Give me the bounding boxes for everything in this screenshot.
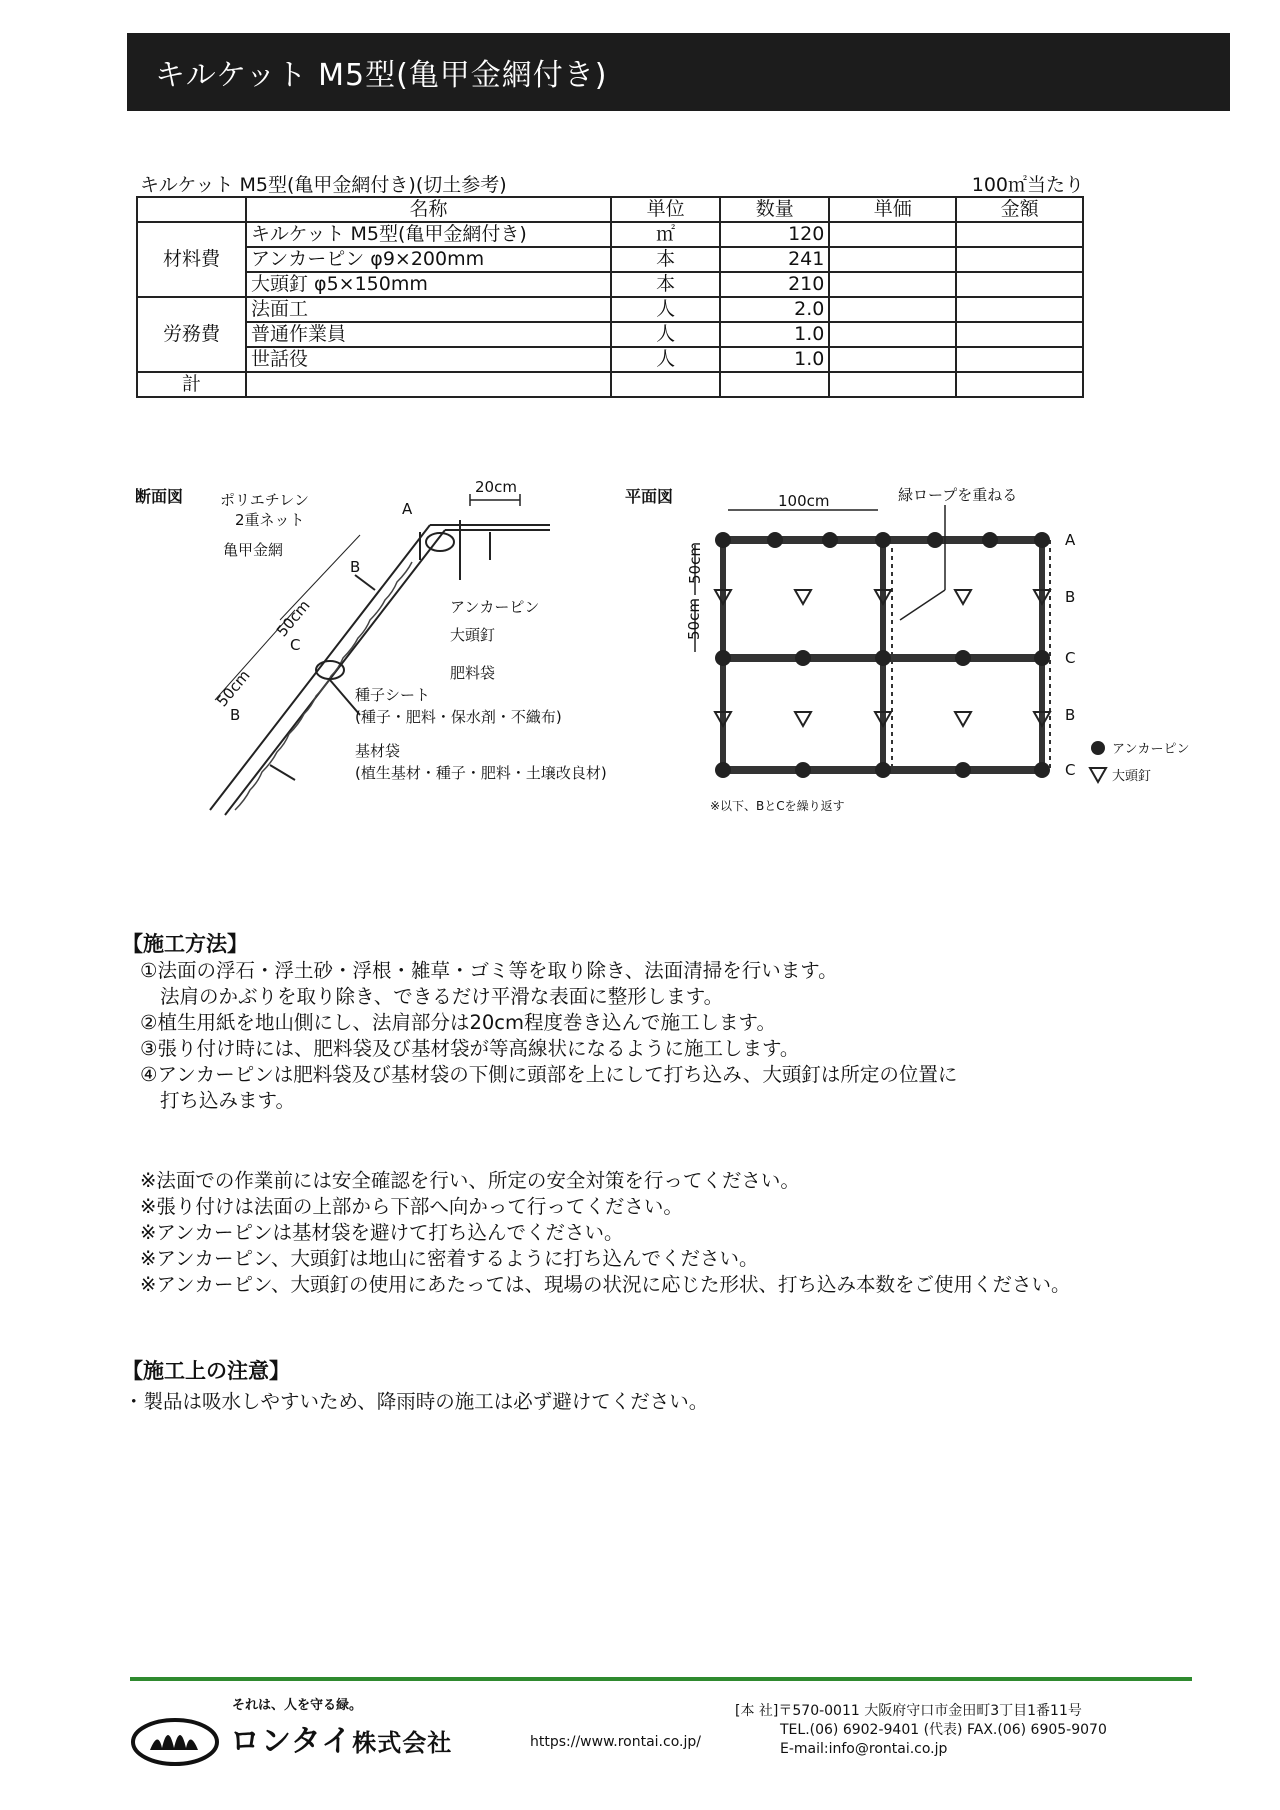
row-unit: 人	[611, 297, 720, 322]
label-fertilizer-bag: 肥料袋	[450, 664, 496, 682]
row-qty: 2.0	[720, 297, 829, 322]
method-line: 法肩のかぶりを取り除き、できるだけ平滑な表面に整形します。	[160, 985, 724, 1008]
notes-list	[140, 1168, 1071, 1298]
label-dim-100: 100cm	[778, 492, 830, 510]
label-plan-dim-50a: 50cm	[686, 542, 704, 584]
method-line: ③張り付け時には、肥料袋及び基材袋が等高線状になるように施工します。	[140, 1037, 800, 1060]
plan-diagram-title: 平面図	[625, 487, 674, 506]
row-unit: 本	[611, 247, 720, 272]
label-c: C	[290, 636, 301, 654]
header-name: 名称	[246, 197, 611, 222]
cost-table	[136, 196, 1084, 398]
row-qty: 1.0	[720, 322, 829, 347]
row-qty: 120	[720, 222, 829, 247]
label-seed-sheet: 種子シート	[355, 686, 431, 704]
legend-anchor-label: アンカーピン	[1112, 742, 1190, 757]
method-line: 打ち込みます。	[160, 1089, 295, 1112]
table-row	[137, 247, 1083, 272]
row-qty: 241	[720, 247, 829, 272]
header-amount: 金額	[956, 197, 1083, 222]
company-name-main: ロンタイ	[230, 1724, 353, 1759]
method-line: ②植生用紙を地山側にし、法肩部分は20cm程度巻き込んで施工します。	[140, 1011, 776, 1034]
total-name	[246, 372, 611, 397]
note-line: ※張り付けは法面の上部から下部へ向かって行ってください。	[140, 1195, 683, 1218]
table-header-row	[137, 197, 1083, 222]
table-row	[137, 322, 1083, 347]
note-line: ※アンカーピン、大頭釘の使用にあたっては、現場の状況に応じた形状、打ち込み本数をご使用ください。	[140, 1273, 1071, 1296]
footer	[130, 1690, 1192, 1800]
note-line: ※法面での作業前には安全確認を行い、所定の安全対策を行ってください。	[140, 1169, 800, 1192]
row-name: アンカーピン φ9×200mm	[246, 247, 611, 272]
company-name	[230, 1716, 452, 1760]
note-line: ※アンカーピンは基材袋を避けて打ち込んでください。	[140, 1221, 624, 1244]
table-unit-note: 100㎡当たり	[971, 174, 1084, 196]
row-unit: ㎡	[611, 222, 720, 247]
row-name: 普通作業員	[246, 322, 611, 347]
note-line: ※アンカーピン、大頭釘は地山に密着するように打ち込んでください。	[140, 1247, 759, 1270]
row-unit: 人	[611, 347, 720, 372]
table-row	[137, 347, 1083, 372]
legend-nail-label: 大頭釘	[1112, 769, 1152, 784]
label-b2: B	[230, 706, 241, 724]
label-row-c2: C	[1065, 761, 1076, 779]
method-line: ④アンカーピンは肥料袋及び基材袋の下側に頭部を上にして打ち込み、大頭釘は所定の位置に	[140, 1063, 958, 1086]
row-qty: 1.0	[720, 347, 829, 372]
label-double-net: 2重ネット	[235, 511, 305, 529]
header-qty: 数量	[720, 197, 829, 222]
label-anchor-pin: アンカーピン	[450, 598, 540, 616]
label-row-c1: C	[1065, 649, 1076, 667]
company-name-suffix: 株式会社	[352, 1729, 453, 1757]
row-amount	[956, 272, 1083, 297]
row-unit: 人	[611, 322, 720, 347]
header-unit-price: 単価	[829, 197, 956, 222]
label-dim-50a: 50cm	[272, 596, 314, 641]
table-total-row	[137, 372, 1083, 397]
table-caption: キルケット M5型(亀甲金網付き)(切土参考)	[140, 174, 507, 196]
total-amount	[956, 372, 1083, 397]
label-wire-mesh: 亀甲金網	[223, 541, 284, 559]
email-link[interactable]: E-mail:info@rontai.co.jp	[780, 1741, 948, 1757]
total-unit-price	[829, 372, 956, 397]
method-line: ①法面の浮石・浮土砂・浮根・雑草・ゴミ等を取り除き、法面清掃を行います。	[140, 959, 838, 982]
tel-fax-line: TEL.(06) 6902-9401 (代表) FAX.(06) 6905-9070	[780, 1722, 1107, 1738]
label-row-b1: B	[1065, 588, 1076, 606]
company-logo-icon	[130, 1710, 220, 1770]
label-dim-20: 20cm	[475, 478, 517, 496]
label-row-a: A	[1065, 531, 1076, 549]
method-steps	[140, 958, 957, 1114]
row-amount	[956, 222, 1083, 247]
caution-heading: 【施工上の注意】	[122, 1359, 290, 1383]
category-total: 計	[137, 372, 246, 397]
page-title: キルケット M5型(亀甲金網付き)	[155, 58, 608, 93]
label-base-bag: 基材袋	[355, 742, 401, 760]
row-unit: 本	[611, 272, 720, 297]
caution-text: ・製品は吸水しやすいため、降雨時の施工は必ず避けてください。	[124, 1390, 709, 1413]
row-unit-price	[829, 247, 956, 272]
row-unit-price	[829, 272, 956, 297]
label-big-nail: 大頭釘	[450, 626, 496, 644]
row-name: キルケット M5型(亀甲金網付き)	[246, 222, 611, 247]
table-row	[137, 222, 1083, 247]
footer-divider	[130, 1677, 1192, 1681]
section-diagram-title: 断面図	[135, 487, 184, 506]
label-dim-50b: 50cm	[212, 666, 254, 711]
row-amount	[956, 322, 1083, 347]
legend-nail-icon	[1090, 768, 1106, 782]
label-base-bag-desc: (植生基材・種子・肥料・土壌改良材)	[355, 764, 607, 782]
table-row	[137, 297, 1083, 322]
label-row-b2: B	[1065, 706, 1076, 724]
label-repeat-note: ※以下、BとCを繰り返す	[710, 799, 845, 813]
label-b1: B	[350, 558, 361, 576]
header-unit: 単位	[611, 197, 720, 222]
legend-anchor-icon	[1091, 741, 1105, 755]
row-name: 世話役	[246, 347, 611, 372]
company-address	[735, 1702, 1107, 1759]
address-line: [本 社]〒570-0011 大阪府守口市金田町3丁目1番11号	[735, 1703, 1082, 1719]
header-blank	[137, 197, 246, 222]
row-unit-price	[829, 222, 956, 247]
row-amount	[956, 297, 1083, 322]
diagrams	[130, 478, 1190, 830]
label-plan-dim-50b: 50cm	[685, 598, 703, 640]
label-a: A	[402, 500, 413, 518]
row-name: 法面工	[246, 297, 611, 322]
plan-grid	[695, 505, 1050, 778]
table-row	[137, 272, 1083, 297]
label-seed-sheet-desc: (種子・肥料・保水剤・不織布)	[355, 708, 562, 726]
row-amount	[956, 247, 1083, 272]
row-amount	[956, 347, 1083, 372]
row-qty: 210	[720, 272, 829, 297]
label-polyethylene: ポリエチレン	[220, 491, 310, 509]
row-unit-price	[829, 322, 956, 347]
header-bar	[127, 33, 1230, 111]
total-qty	[720, 372, 829, 397]
row-unit-price	[829, 297, 956, 322]
footer-tagline: それは、人を守る緑。	[232, 1698, 363, 1713]
category-material: 材料費	[137, 222, 246, 297]
label-overlap-note: 緑ロープを重ねる	[898, 486, 1018, 504]
row-name: 大頭釘 φ5×150mm	[246, 272, 611, 297]
category-labor: 労務費	[137, 297, 246, 372]
total-unit	[611, 372, 720, 397]
company-url-link[interactable]: https://www.rontai.co.jp/	[530, 1734, 701, 1750]
row-unit-price	[829, 347, 956, 372]
method-heading: 【施工方法】	[122, 932, 248, 956]
